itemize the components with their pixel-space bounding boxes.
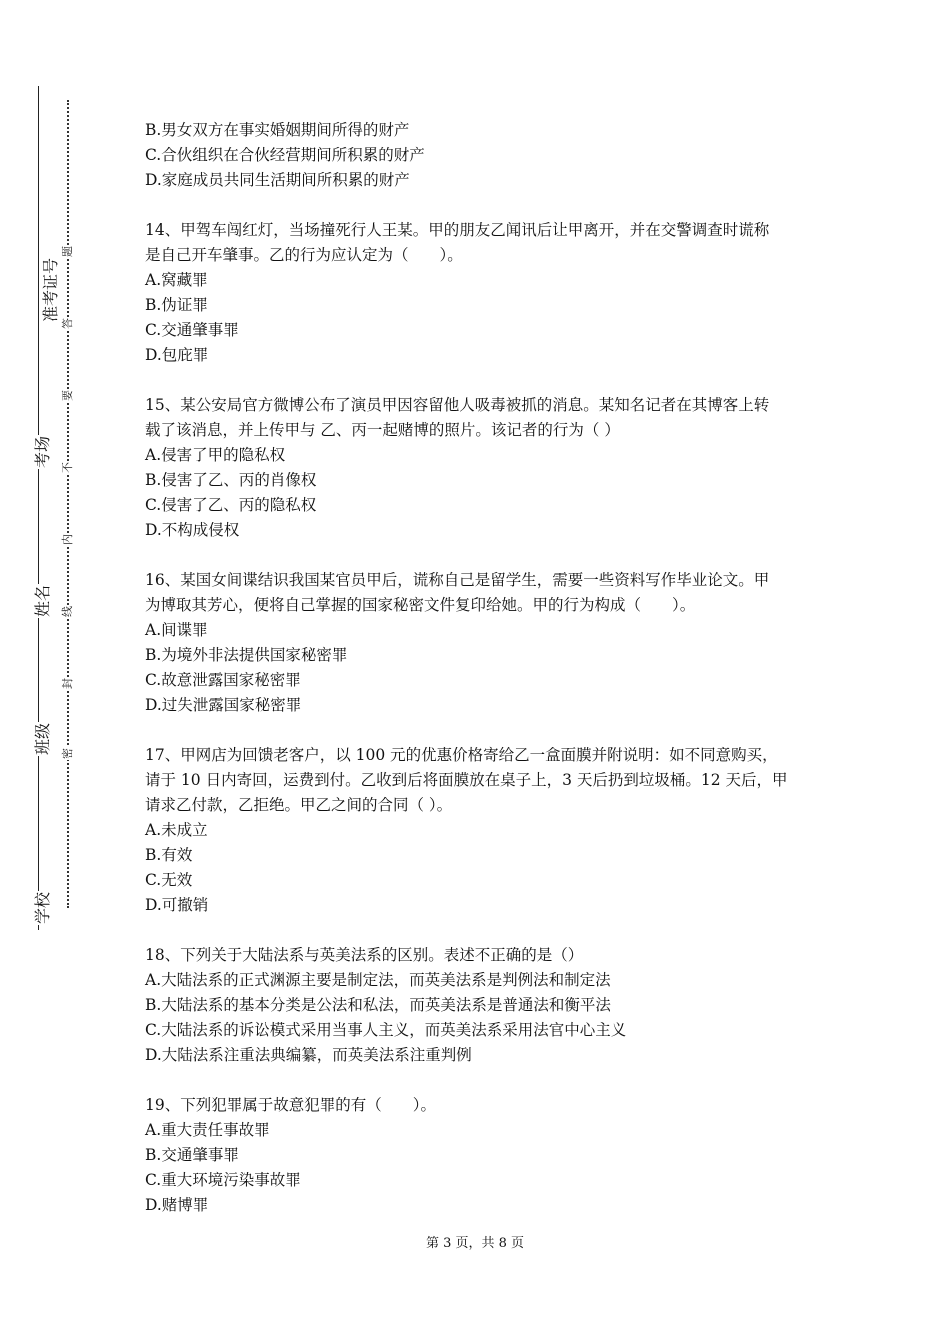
- field-label-exam-room: 考场: [33, 435, 53, 469]
- option: C.无效: [145, 871, 193, 889]
- seal-char: 要: [61, 390, 74, 401]
- option: A.间谍罪: [145, 621, 208, 639]
- binding-dotted-line: [67, 100, 69, 908]
- question-stem: 14、甲驾车闯红灯，当场撞死行人王某。甲的朋友乙闻讯后让甲离开，并在交警调查时谎称: [145, 221, 770, 239]
- question-19: [145, 1093, 810, 1218]
- binding-solid-line: [38, 86, 39, 930]
- question-stem: 19、下列犯罪属于故意犯罪的有（ ）。: [145, 1096, 436, 1114]
- seal-char: 线: [61, 606, 74, 617]
- option: C.重大环境污染事故罪: [145, 1171, 301, 1189]
- option: A.窝藏罪: [145, 271, 208, 289]
- question-stem: 为博取其芳心，便将自己掌握的国家秘密文件复印给她。甲的行为构成（ ）。: [145, 596, 696, 614]
- question-stem: 载了该消息，并上传甲与 乙、丙一起赌博的照片。该记者的行为（ ）: [145, 421, 620, 439]
- option: D.包庇罪: [145, 346, 209, 364]
- seal-char: 题: [61, 246, 74, 257]
- question-stem: 请于 10 日内寄回，运费到付。乙收到后将面膜放在桌子上，3 天后扔到垃圾桶。12 天后，甲: [145, 771, 788, 789]
- question-stem: 15、某公安局官方微博公布了演员甲因容留他人吸毒被抓的消息。某知名记者在其博客上转: [145, 396, 770, 414]
- question-stem: 16、某国女间谍结识我国某官员甲后，谎称自己是留学生，需要一些资料写作毕业论文。甲: [145, 571, 770, 589]
- question-16: [145, 568, 810, 718]
- option: D.家庭成员共同生活期间所积累的财产: [145, 171, 410, 189]
- question-stem: 请求乙付款，乙拒绝。甲乙之间的合同（ ）。: [145, 796, 453, 814]
- option: B.为境外非法提供国家秘密罪: [145, 646, 348, 664]
- option: D.过失泄露国家秘密罪: [145, 696, 302, 714]
- option: D.可撤销: [145, 896, 209, 914]
- option: A.侵害了甲的隐私权: [145, 446, 286, 464]
- option: C.交通肇事罪: [145, 321, 239, 339]
- question-18: [145, 943, 810, 1068]
- option: C.大陆法系的诉讼模式采用当事人主义，而英美法系采用法官中心主义: [145, 1021, 627, 1039]
- seal-char: 密: [61, 748, 74, 759]
- question-fragment: [145, 118, 810, 193]
- field-label-name: 姓名: [33, 584, 53, 618]
- field-label-school: 学校: [33, 891, 53, 925]
- option: D.赌博罪: [145, 1196, 209, 1214]
- option: B.交通肇事罪: [145, 1146, 239, 1164]
- field-label-class: 班级: [33, 722, 53, 756]
- option: D.不构成侵权: [145, 521, 240, 539]
- question-stem: 18、下列关于大陆法系与英美法系的区别。表述不正确的是（）: [145, 946, 584, 964]
- binding-margin: [0, 0, 90, 1344]
- option: A.重大责任事故罪: [145, 1121, 270, 1139]
- option: C.故意泄露国家秘密罪: [145, 671, 301, 689]
- question-17: [145, 743, 810, 918]
- option: B.伪证罪: [145, 296, 208, 314]
- seal-char: 答: [61, 318, 74, 329]
- option: A.未成立: [145, 821, 208, 839]
- question-14: [145, 218, 810, 368]
- question-stem: 是自己开车肇事。乙的行为应认定为（ ）。: [145, 246, 463, 264]
- question-stem: 17、甲网店为回馈老客户，以 100 元的优惠价格寄给乙一盒面膜并附说明：如不同意购买，: [145, 746, 778, 764]
- option: B.有效: [145, 846, 193, 864]
- seal-char: 内: [61, 534, 74, 545]
- option: C.侵害了乙、丙的隐私权: [145, 496, 317, 514]
- option: C.合伙组织在合伙经营期间所积累的财产: [145, 146, 425, 164]
- option: B.大陆法系的基本分类是公法和私法，而英美法系是普通法和衡平法: [145, 996, 611, 1014]
- field-label-exam-number: 准考证号: [41, 257, 61, 323]
- seal-char: 不: [61, 462, 74, 473]
- option: B.男女双方在事实婚姻期间所得的财产: [145, 121, 410, 139]
- question-content: [145, 118, 810, 1243]
- question-15: [145, 393, 810, 543]
- seal-char: 封: [61, 678, 74, 689]
- option: D.大陆法系注重法典编纂，而英美法系注重判例: [145, 1046, 472, 1064]
- option: B.侵害了乙、丙的肖像权: [145, 471, 317, 489]
- page-number: 第 3 页，共 8 页: [425, 1236, 525, 1251]
- option: A.大陆法系的正式渊源主要是制定法，而英美法系是判例法和制定法: [145, 971, 611, 989]
